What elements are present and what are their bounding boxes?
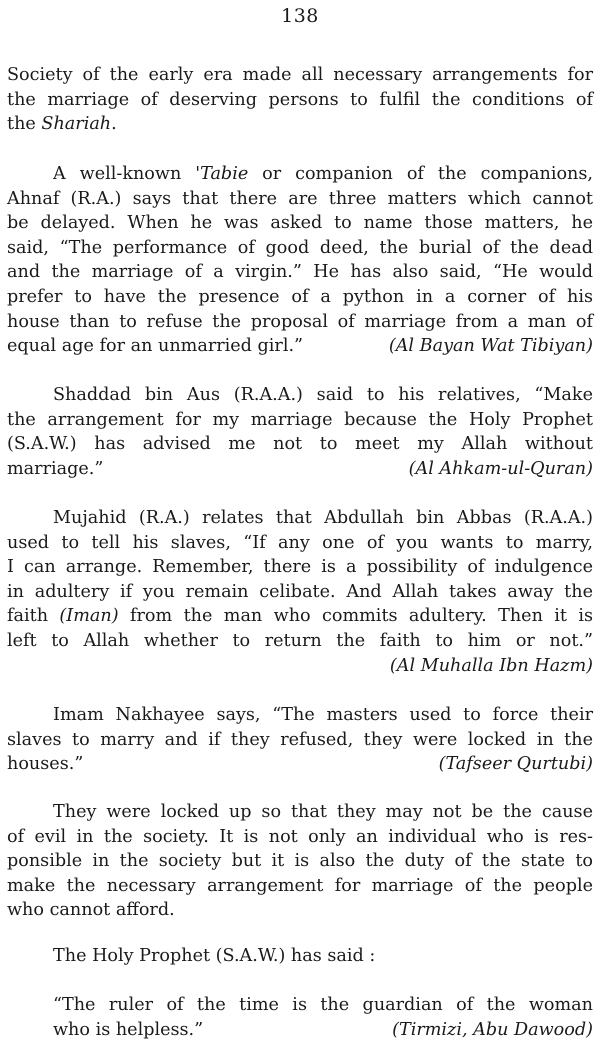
text-line: Mujahid (R.A.) relates that Abdullah bin Abbas (R.A.A.): [53, 508, 593, 528]
text-line: said, “The performance of good deed, the burial of the dead: [7, 237, 593, 258]
paragraph-8-quote: [7, 993, 593, 1042]
source-reference: (Tirmizi, Abu Dawood): [392, 1019, 593, 1040]
text-line: and the marriage of a virgin.” He has also said, “He would: [7, 262, 593, 283]
source-reference: (Al Ahkam-ul-Quran): [408, 458, 593, 479]
text-line: the arrangement for my marriage because the Holy Prophet: [7, 409, 593, 430]
text-line: who cannot afford.: [7, 900, 175, 921]
text-line: Imam Nakhayee says, “The masters used to force their: [53, 705, 593, 725]
text-line: make the necessary arrangement for marriage of the people: [7, 875, 593, 896]
paragraph-4: [7, 506, 593, 678]
text-line: ponsible in the society but it is also the duty of the state to: [7, 851, 593, 872]
source-reference: (Al Bayan Wat Tibiyan): [388, 336, 593, 357]
text-line-with-reference: [7, 1018, 593, 1043]
text-line: Shaddad bin Aus (R.A.A.) said to his relatives, “Make: [53, 385, 593, 405]
text-line: [7, 604, 593, 629]
paragraph-6: [7, 800, 593, 923]
text-fragment: the: [7, 114, 42, 135]
paragraph-5: [7, 703, 593, 777]
source-reference: (Tafseer Qurtubi): [438, 754, 593, 775]
text-fragment: .: [111, 114, 117, 135]
text-line: left to Allah whether to return the faith to him or not.”: [7, 630, 593, 651]
text-line: used to tell his slaves, “If any one of you wants to marry,: [7, 532, 593, 553]
text-line: “The ruler of the time is the guardian of the woman: [53, 995, 593, 1015]
paragraph-3: [7, 383, 593, 481]
text-line: house than to refuse the proposal of marriage from a man of: [7, 311, 593, 332]
text-line-with-reference: [7, 752, 593, 777]
text-line: slaves to marry and if they refused, they were locked in the: [7, 729, 593, 750]
text-line: be delayed. When he was asked to name those matters, he: [7, 213, 593, 234]
text-fragment: who is helpless.”: [53, 1019, 204, 1040]
italic-term: (Iman): [59, 606, 119, 627]
text-fragment: from the man who commits adultery. Then it is: [118, 606, 594, 627]
text-line: They were locked up so that they may not be the cause: [53, 802, 593, 822]
text-line: I can arrange. Remember, there is a possibility of indulgence: [7, 557, 593, 578]
paragraph-1: [7, 63, 593, 137]
reference-text: (Al Muhalla Ibn Hazm): [389, 655, 593, 676]
text-line: Society of the early era made all necessary arrangements for: [7, 65, 593, 85]
text-line-with-reference: [7, 457, 593, 482]
text-fragment: or companion of the companions,: [248, 164, 593, 184]
page-number: 138: [281, 5, 319, 27]
italic-term: 'Tabie: [195, 164, 249, 184]
text-line-with-reference: [7, 334, 593, 359]
text-fragment: houses.”: [7, 754, 84, 775]
text-line: [7, 162, 593, 187]
italic-term: Shariah: [41, 114, 112, 135]
text-line: The Holy Prophet (S.A.W.) has said :: [53, 946, 376, 966]
paragraph-7: [7, 944, 593, 969]
text-fragment: marriage.”: [7, 458, 104, 479]
paragraph-2: [7, 162, 593, 359]
text-fragment: faith: [7, 606, 60, 627]
text-line: Ahnaf (R.A.) says that there are three matters which cannot: [7, 188, 593, 209]
text-fragment: equal age for an unmarried girl.”: [7, 336, 304, 357]
source-reference: [7, 654, 593, 679]
text-line: prefer to have the presence of a python in a corner of his: [7, 286, 593, 307]
text-line: [7, 112, 593, 137]
text-line: of evil in the society. It is not only an individual who is res-: [7, 826, 593, 847]
text-fragment: A well-known: [53, 164, 196, 184]
text-line: in adultery if you remain celibate. And Allah takes away the: [7, 581, 593, 602]
text-line: (S.A.W.) has advised me not to meet my Allah without: [7, 434, 593, 455]
text-line: the marriage of deserving persons to fulfil the conditions of: [7, 89, 593, 110]
